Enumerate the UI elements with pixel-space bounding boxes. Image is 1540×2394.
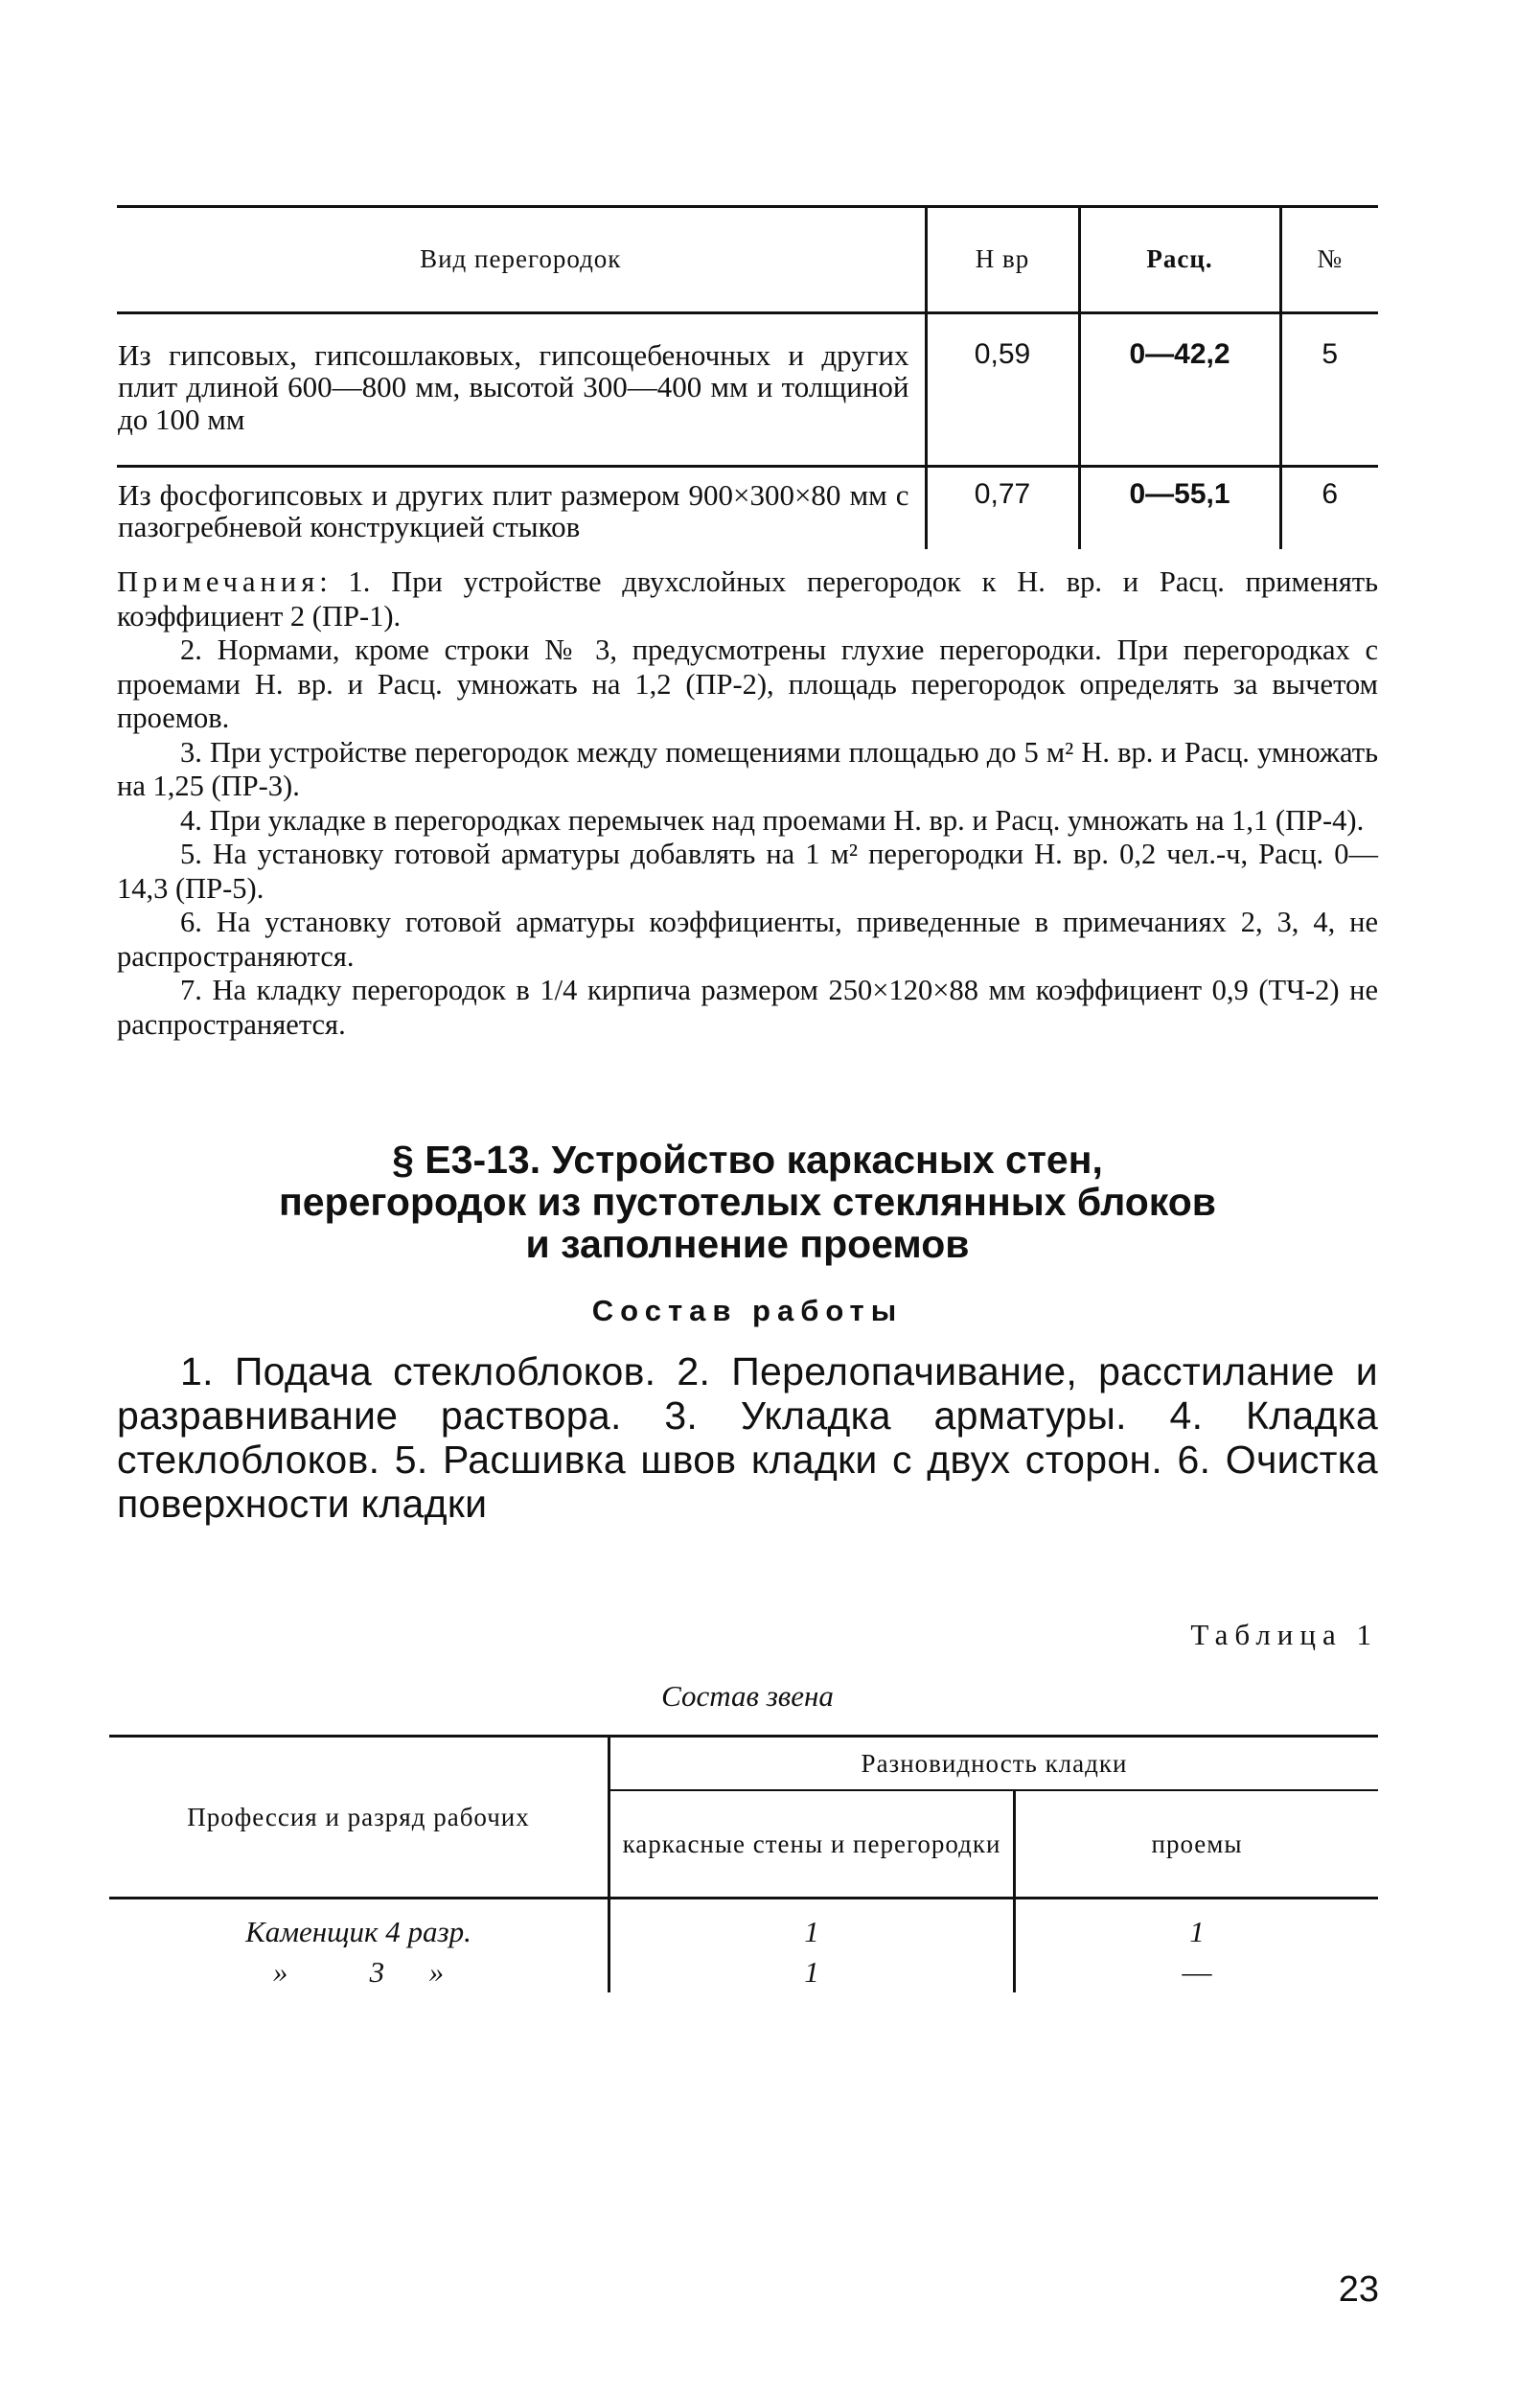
- table-row: [109, 1952, 1378, 1992]
- row-partition-type: Из гипсовых, гипсошлаковых, гипсощебеночных и других плит длиной 600—800 мм, высотой 300—400 мм и толщиной до 100 мм: [117, 313, 926, 467]
- section-heading: [117, 1139, 1378, 1265]
- header-frame-walls: каркасные стены и перегородки: [609, 1790, 1015, 1899]
- table-header-row: [109, 1737, 1378, 1791]
- table-row: [109, 1899, 1378, 1953]
- section-title-line: § Е3-13. Устройство каркасных стен,: [392, 1138, 1103, 1182]
- header-openings: проемы: [1015, 1790, 1379, 1899]
- note-text: 1. При устройстве двухслойных перегородок к Н. вр. и Расц. применять коэффициент 2 (ПР-1).: [117, 565, 1378, 633]
- header-partition-type: Вид перегородок: [117, 207, 926, 313]
- header-number: №: [1280, 207, 1378, 313]
- row-profession: Каменщик 4 разр.: [245, 1915, 471, 1948]
- section-title-line: перегородок из пустотелых стеклянных блоков: [278, 1180, 1217, 1224]
- work-composition-title: Состав работы: [591, 1294, 904, 1327]
- table-number-label: Таблица 1: [1190, 1618, 1378, 1651]
- section-title-line: и заполнение проемов: [525, 1222, 970, 1266]
- row-number: 6: [1280, 467, 1378, 550]
- row-openings: —: [1015, 1952, 1379, 1992]
- table-caption: Состав звена: [661, 1679, 834, 1713]
- work-composition-paragraph: 1. Подача стеклоблоков. 2. Перелопачивание, расстилание и разравнивание раствора. 3. Укладка арматуры. 4. Кладка стеклоблоков. 5. Расшивка швов кладки с двух сторон. 6. Очистка поверхности кладки: [117, 1349, 1378, 1526]
- note-item: 3. При устройстве перегородок между помещениями площадью до 5 м² Н. вр. и Расц. умножать на 1,25 (ПР-3).: [117, 735, 1378, 802]
- table-row: [117, 313, 1378, 467]
- partition-types-table: [117, 205, 1378, 549]
- row-openings: 1: [1015, 1899, 1379, 1953]
- table-row: [117, 467, 1378, 550]
- note-item: Примечания: 1. При устройстве двухслойных перегородок к Н. вр. и Расц. применять коэффициент 2 (ПР-1).: [117, 565, 1378, 633]
- header-rate: Расц.: [1079, 207, 1280, 313]
- row-rate: 0—55,1: [1079, 467, 1280, 550]
- row-partition-type: Из фосфогипсовых и других плит размером 900×300×80 мм с пазогребневой конструкцией стыков: [118, 478, 909, 544]
- note-item: 5. На установку готовой арматуры добавлять на 1 м² перегородки Н. вр. 0,2 чел.-ч, Расц. 0—14,3 (ПР-5).: [117, 838, 1378, 905]
- header-profession: Профессия и разряд рабочих: [109, 1737, 609, 1899]
- crew-composition-table: [109, 1735, 1378, 1992]
- row-time-norm: 0,59: [926, 313, 1079, 467]
- page-number: 23: [1338, 2269, 1379, 2310]
- note-item: 6. На установку готовой арматуры коэффициенты, приведенные в примечаниях 2, 3, 4, не распространяются.: [117, 906, 1378, 973]
- row-number: 5: [1280, 313, 1378, 467]
- header-masonry-variety: Разновидность кладки: [609, 1737, 1379, 1791]
- row-frame-walls: 1: [609, 1899, 1015, 1953]
- note-item: 4. При укладке в перегородках перемычек над проемами Н. вр. и Расц. умножать на 1,1 (ПР-4).: [180, 803, 1365, 837]
- note-item: 7. На кладку перегородок в 1/4 кирпича размером 250×120×88 мм коэффициент 0,9 (ТЧ-2) не распространяется.: [117, 974, 1378, 1041]
- row-time-norm: 0,77: [926, 467, 1079, 550]
- table-header-row: [117, 207, 1378, 313]
- notes-heading: Примечания: [117, 565, 320, 598]
- row-frame-walls: 1: [609, 1952, 1015, 1992]
- row-rate: 0—42,2: [1079, 313, 1280, 467]
- row-profession: » 3 »: [272, 1955, 445, 1989]
- notes-block: [117, 565, 1378, 1042]
- note-item: 2. Нормами, кроме строки № 3, предусмотрены глухие перегородки. При перегородках с проемами Н. вр. и Расц. умножать на 1,2 (ПР-2), площадь перегородок определять за вычетом проемов.: [117, 633, 1378, 734]
- header-time-norm: Н вр: [926, 207, 1079, 313]
- work-composition-text: [117, 1349, 1378, 1526]
